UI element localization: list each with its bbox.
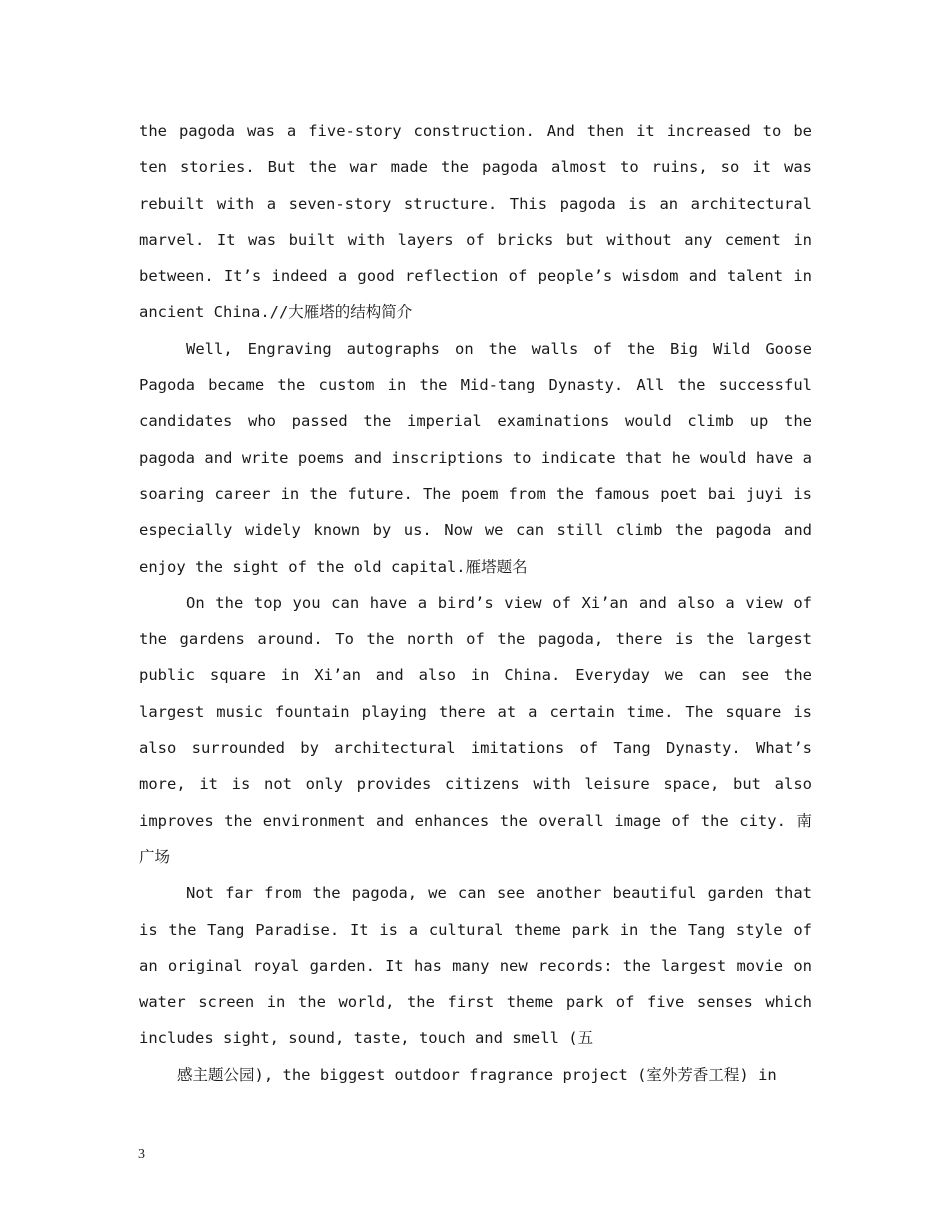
- paragraph-pagoda-structure: the pagoda was a five-story construction. And then it increased to be ten stories. But the war made the pagoda almost to ruins, so it was rebuilt with a seven-story structure. This pagoda is an architectural marvel. It was built with layers of bricks but without any cement in between. It’s indeed a good reflection of people’s wisdom and talent in ancient China.//大雁塔的结构简介: [139, 122, 812, 322]
- paragraph-continued: 感主题公园), the biggest outdoor fragrance project (室外芳香工程) in: [177, 1065, 777, 1084]
- body-text: [139, 113, 812, 1093]
- paragraph-engraving-autographs: Well, Engraving autographs on the walls of the Big Wild Goose Pagoda became the custom in the Mid-tang Dynasty. All the successful candidates who passed the imperial examinations would climb up the pagoda and write poems and inscriptions to indicate that he would have a soaring career in the future. The poem from the famous poet bai juyi is especially widely known by us. Now we can still climb the pagoda and enjoy the sight of the old capital.雁塔题名: [139, 339, 812, 576]
- page-number: 3: [138, 1147, 145, 1162]
- paragraph-south-square: On the top you can have a bird’s view of Xi’an and also a view of the gardens around. To the north of the pagoda, there is the largest public square in Xi’an and also in China. Everyday we can see the largest music fountain playing there at a certain time. The square is also surrounded by architectural imitations of Tang Dynasty. What’s more, it is not only provides citizens with leisure space, but also improves the environment and enhances the overall image of the city. 南广场: [139, 593, 812, 866]
- paragraph-tang-paradise: Not far from the pagoda, we can see another beautiful garden that is the Tang Paradise. It is a cultural theme park in the Tang style of an original royal garden. It has many new records: the largest movie on water screen in the world, the first theme park of five senses which includes sight, sound, taste, touch and smell (五: [139, 884, 812, 1048]
